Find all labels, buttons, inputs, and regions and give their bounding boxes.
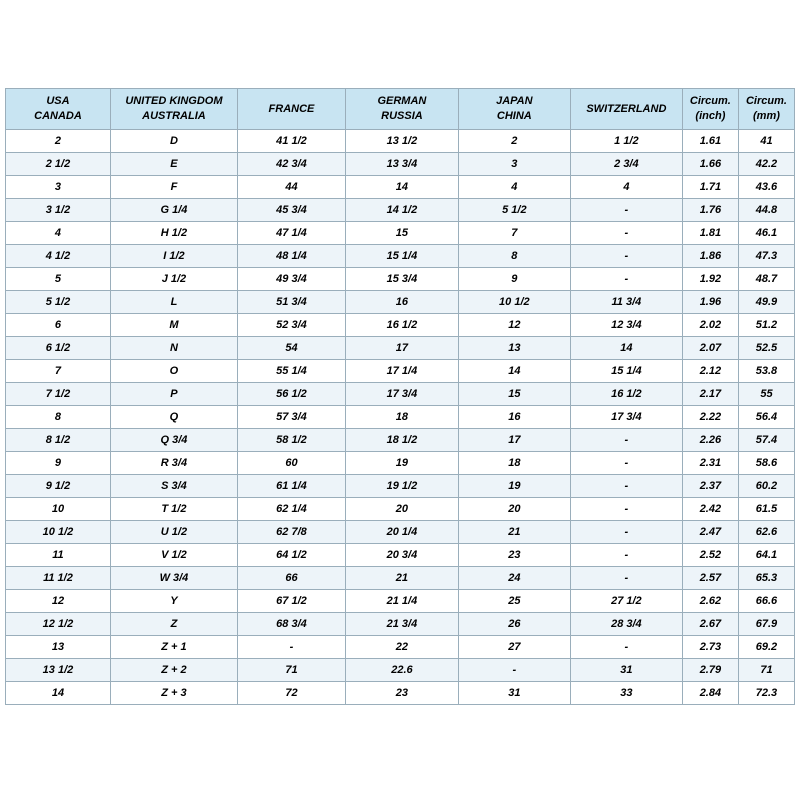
table-cell: 58.6	[738, 452, 794, 475]
table-cell: D	[110, 130, 237, 153]
column-header-line2: RUSSIA	[381, 110, 423, 122]
table-cell: 15 1/4	[570, 360, 682, 383]
table-cell: 15 3/4	[346, 268, 459, 291]
table-cell: 66.6	[738, 590, 794, 613]
table-cell: 5	[6, 268, 111, 291]
table-row	[6, 613, 795, 636]
table-cell: 61 1/4	[237, 475, 345, 498]
table-row	[6, 452, 795, 475]
table-cell: 1.66	[682, 153, 738, 176]
table-cell: 44	[237, 176, 345, 199]
table-cell: 21 1/4	[346, 590, 459, 613]
table-cell: 18	[346, 406, 459, 429]
table-cell: 11 3/4	[570, 291, 682, 314]
table-cell: 12	[6, 590, 111, 613]
table-cell: 7	[6, 360, 111, 383]
table-cell: S 3/4	[110, 475, 237, 498]
table-cell: 52.5	[738, 337, 794, 360]
table-cell: 2.47	[682, 521, 738, 544]
table-cell: -	[237, 636, 345, 659]
table-row	[6, 406, 795, 429]
table-cell: 51.2	[738, 314, 794, 337]
table-cell: 1.76	[682, 199, 738, 222]
table-cell: 60	[237, 452, 345, 475]
table-cell: 33	[570, 682, 682, 705]
table-row	[6, 636, 795, 659]
table-cell: 67.9	[738, 613, 794, 636]
table-cell: -	[570, 268, 682, 291]
table-cell: 72	[237, 682, 345, 705]
column-header	[6, 89, 111, 130]
table-cell: 20 1/4	[346, 521, 459, 544]
table-cell: 18	[458, 452, 570, 475]
table-cell: 4	[6, 222, 111, 245]
table-cell: P	[110, 383, 237, 406]
table-row	[6, 659, 795, 682]
table-cell: 5 1/2	[458, 199, 570, 222]
table-cell: 1.96	[682, 291, 738, 314]
table-cell: 43.6	[738, 176, 794, 199]
table-cell: 49 3/4	[237, 268, 345, 291]
column-header-line1: FRANCE	[268, 102, 315, 115]
table-cell: 21	[346, 567, 459, 590]
table-row	[6, 498, 795, 521]
table-cell: 2.12	[682, 360, 738, 383]
table-cell: 1.61	[682, 130, 738, 153]
table-row	[6, 130, 795, 153]
table-cell: 65.3	[738, 567, 794, 590]
table-cell: 27	[458, 636, 570, 659]
table-cell: -	[458, 659, 570, 682]
table-cell: 12	[458, 314, 570, 337]
table-cell: 2.22	[682, 406, 738, 429]
column-header	[346, 89, 459, 130]
table-cell: L	[110, 291, 237, 314]
table-cell: 16 1/2	[570, 383, 682, 406]
table-cell: 4	[570, 176, 682, 199]
table-cell: J 1/2	[110, 268, 237, 291]
table-cell: Q 3/4	[110, 429, 237, 452]
table-cell: F	[110, 176, 237, 199]
table-cell: 60.2	[738, 475, 794, 498]
table-cell: T 1/2	[110, 498, 237, 521]
table-row	[6, 360, 795, 383]
table-cell: 19 1/2	[346, 475, 459, 498]
table-row	[6, 383, 795, 406]
table-cell: Z + 1	[110, 636, 237, 659]
table-cell: 25	[458, 590, 570, 613]
table-cell: 45 3/4	[237, 199, 345, 222]
table-cell: 1.71	[682, 176, 738, 199]
table-cell: 22.6	[346, 659, 459, 682]
table-cell: 2.67	[682, 613, 738, 636]
table-cell: 8	[458, 245, 570, 268]
table-cell: 23	[346, 682, 459, 705]
table-cell: 42.2	[738, 153, 794, 176]
table-cell: -	[570, 452, 682, 475]
table-cell: 6	[6, 314, 111, 337]
table-cell: 14	[346, 176, 459, 199]
table-row	[6, 245, 795, 268]
table-cell: 2.62	[682, 590, 738, 613]
table-cell: 3 1/2	[6, 199, 111, 222]
table-cell: R 3/4	[110, 452, 237, 475]
table-cell: -	[570, 521, 682, 544]
table-cell: 14	[458, 360, 570, 383]
table-cell: 12 1/2	[6, 613, 111, 636]
table-cell: 10	[6, 498, 111, 521]
table-cell: 13 1/2	[6, 659, 111, 682]
table-cell: 72.3	[738, 682, 794, 705]
table-cell: 41	[738, 130, 794, 153]
table-cell: 55 1/4	[237, 360, 345, 383]
table-cell: 26	[458, 613, 570, 636]
column-header-line2: (inch)	[695, 110, 726, 122]
table-cell: 13 1/2	[346, 130, 459, 153]
table-cell: 31	[570, 659, 682, 682]
table-cell: 15	[346, 222, 459, 245]
column-header	[738, 89, 794, 130]
table-cell: 7	[458, 222, 570, 245]
table-cell: 2.17	[682, 383, 738, 406]
column-header-line1: SWITZERLAND	[586, 102, 667, 115]
table-cell: 66	[237, 567, 345, 590]
table-cell: 67 1/2	[237, 590, 345, 613]
table-row	[6, 222, 795, 245]
table-cell: 3	[458, 153, 570, 176]
table-cell: -	[570, 498, 682, 521]
table-cell: 8 1/2	[6, 429, 111, 452]
column-header-line1: UNITED KINGDOM	[125, 95, 223, 108]
table-row	[6, 682, 795, 705]
column-header	[237, 89, 345, 130]
table-cell: 2.42	[682, 498, 738, 521]
table-cell: 56 1/2	[237, 383, 345, 406]
table-cell: -	[570, 199, 682, 222]
column-header-line1: GERMAN	[377, 95, 427, 108]
table-cell: -	[570, 245, 682, 268]
table-cell: 16 1/2	[346, 314, 459, 337]
table-cell: Y	[110, 590, 237, 613]
table-row	[6, 521, 795, 544]
table-row	[6, 268, 795, 291]
column-header-line1: USA	[46, 95, 70, 108]
table-cell: 15 1/4	[346, 245, 459, 268]
column-header	[682, 89, 738, 130]
table-cell: 58 1/2	[237, 429, 345, 452]
column-header-line2: CHINA	[496, 110, 532, 122]
table-cell: 54	[237, 337, 345, 360]
table-cell: 10 1/2	[6, 521, 111, 544]
table-cell: 2.73	[682, 636, 738, 659]
table-cell: 64 1/2	[237, 544, 345, 567]
table-cell: 2.84	[682, 682, 738, 705]
table-header	[6, 89, 795, 130]
table-cell: 13 3/4	[346, 153, 459, 176]
table-row	[6, 567, 795, 590]
table-cell: 6 1/2	[6, 337, 111, 360]
table-cell: 3	[6, 176, 111, 199]
table-row	[6, 314, 795, 337]
table-row	[6, 199, 795, 222]
table-row	[6, 590, 795, 613]
table-cell: 17 1/4	[346, 360, 459, 383]
table-row	[6, 429, 795, 452]
table-cell: 13	[458, 337, 570, 360]
table-cell: 71	[237, 659, 345, 682]
table-cell: Q	[110, 406, 237, 429]
table-cell: O	[110, 360, 237, 383]
table-cell: 51 3/4	[237, 291, 345, 314]
table-row	[6, 176, 795, 199]
table-cell: 69.2	[738, 636, 794, 659]
table-cell: 4 1/2	[6, 245, 111, 268]
table-cell: 4	[458, 176, 570, 199]
table-cell: 2	[6, 130, 111, 153]
table-cell: 47.3	[738, 245, 794, 268]
table-cell: 2.57	[682, 567, 738, 590]
table-cell: 14	[570, 337, 682, 360]
table-cell: 1.86	[682, 245, 738, 268]
table-cell: 61.5	[738, 498, 794, 521]
table-cell: 41 1/2	[237, 130, 345, 153]
table-cell: -	[570, 636, 682, 659]
table-cell: 5 1/2	[6, 291, 111, 314]
table-cell: 23	[458, 544, 570, 567]
table-row	[6, 153, 795, 176]
table-cell: W 3/4	[110, 567, 237, 590]
column-header-line1: JAPAN	[496, 95, 533, 108]
table-cell: 71	[738, 659, 794, 682]
table-cell: 55	[738, 383, 794, 406]
table-cell: 22	[346, 636, 459, 659]
table-cell: H 1/2	[110, 222, 237, 245]
table-cell: 24	[458, 567, 570, 590]
table-cell: 62.6	[738, 521, 794, 544]
column-header	[110, 89, 237, 130]
table-cell: 2.37	[682, 475, 738, 498]
table-cell: 14 1/2	[346, 199, 459, 222]
table-cell: -	[570, 544, 682, 567]
table-cell: 9	[6, 452, 111, 475]
column-header	[458, 89, 570, 130]
table-cell: 12 3/4	[570, 314, 682, 337]
table-cell: 2 3/4	[570, 153, 682, 176]
table-cell: -	[570, 567, 682, 590]
table-cell: 2.26	[682, 429, 738, 452]
column-header-line1: Circum.	[745, 95, 787, 108]
table-cell: Z	[110, 613, 237, 636]
table-cell: 20 3/4	[346, 544, 459, 567]
table-cell: 11 1/2	[6, 567, 111, 590]
table-cell: 9 1/2	[6, 475, 111, 498]
table-cell: N	[110, 337, 237, 360]
table-row	[6, 291, 795, 314]
table-cell: 20	[346, 498, 459, 521]
table-cell: 48.7	[738, 268, 794, 291]
table-cell: 2.02	[682, 314, 738, 337]
table-cell: 2.31	[682, 452, 738, 475]
table-cell: -	[570, 222, 682, 245]
table-cell: 27 1/2	[570, 590, 682, 613]
table-cell: 44.8	[738, 199, 794, 222]
table-cell: Z + 2	[110, 659, 237, 682]
table-cell: 62 7/8	[237, 521, 345, 544]
table-cell: 17	[346, 337, 459, 360]
table-cell: Z + 3	[110, 682, 237, 705]
table-cell: 18 1/2	[346, 429, 459, 452]
table-cell: 17 3/4	[346, 383, 459, 406]
column-header-line2: AUSTRALIA	[142, 110, 206, 122]
table-cell: 20	[458, 498, 570, 521]
table-cell: 17 3/4	[570, 406, 682, 429]
table-cell: M	[110, 314, 237, 337]
table-cell: 2.52	[682, 544, 738, 567]
table-cell: 57 3/4	[237, 406, 345, 429]
column-header	[570, 89, 682, 130]
table-row	[6, 337, 795, 360]
table-cell: G 1/4	[110, 199, 237, 222]
table-cell: 48 1/4	[237, 245, 345, 268]
column-header-line1: Circum.	[689, 95, 731, 108]
table-body	[6, 130, 795, 705]
table-cell: 14	[6, 682, 111, 705]
column-header-line2: CANADA	[34, 110, 82, 122]
table-cell: 57.4	[738, 429, 794, 452]
table-cell: 17	[458, 429, 570, 452]
table-cell: 47 1/4	[237, 222, 345, 245]
table-cell: 68 3/4	[237, 613, 345, 636]
table-cell: 8	[6, 406, 111, 429]
table-cell: 56.4	[738, 406, 794, 429]
table-cell: 28 3/4	[570, 613, 682, 636]
table-cell: -	[570, 429, 682, 452]
table-cell: E	[110, 153, 237, 176]
table-cell: 9	[458, 268, 570, 291]
column-header-line2: (mm)	[753, 110, 780, 122]
table-cell: 21 3/4	[346, 613, 459, 636]
table-cell: 16	[346, 291, 459, 314]
table-cell: 15	[458, 383, 570, 406]
table-cell: 49.9	[738, 291, 794, 314]
table-cell: -	[570, 475, 682, 498]
table-cell: U 1/2	[110, 521, 237, 544]
table-cell: 7 1/2	[6, 383, 111, 406]
table-cell: 46.1	[738, 222, 794, 245]
table-cell: 52 3/4	[237, 314, 345, 337]
table-cell: 1.92	[682, 268, 738, 291]
table-row	[6, 544, 795, 567]
table-cell: 16	[458, 406, 570, 429]
table-cell: 53.8	[738, 360, 794, 383]
table-cell: V 1/2	[110, 544, 237, 567]
table-row	[6, 475, 795, 498]
table-cell: 1.81	[682, 222, 738, 245]
table-cell: 10 1/2	[458, 291, 570, 314]
ring-size-conversion-table	[5, 88, 795, 705]
table-cell: 2.07	[682, 337, 738, 360]
table-cell: 62 1/4	[237, 498, 345, 521]
table-cell: 2.79	[682, 659, 738, 682]
table-cell: 64.1	[738, 544, 794, 567]
table-cell: 42 3/4	[237, 153, 345, 176]
table-cell: 13	[6, 636, 111, 659]
table-cell: 31	[458, 682, 570, 705]
table-cell: 2 1/2	[6, 153, 111, 176]
header-row	[6, 89, 795, 130]
table-cell: I 1/2	[110, 245, 237, 268]
table-cell: 11	[6, 544, 111, 567]
table-cell: 19	[346, 452, 459, 475]
table-cell: 21	[458, 521, 570, 544]
table-cell: 1 1/2	[570, 130, 682, 153]
table-cell: 2	[458, 130, 570, 153]
table-cell: 19	[458, 475, 570, 498]
